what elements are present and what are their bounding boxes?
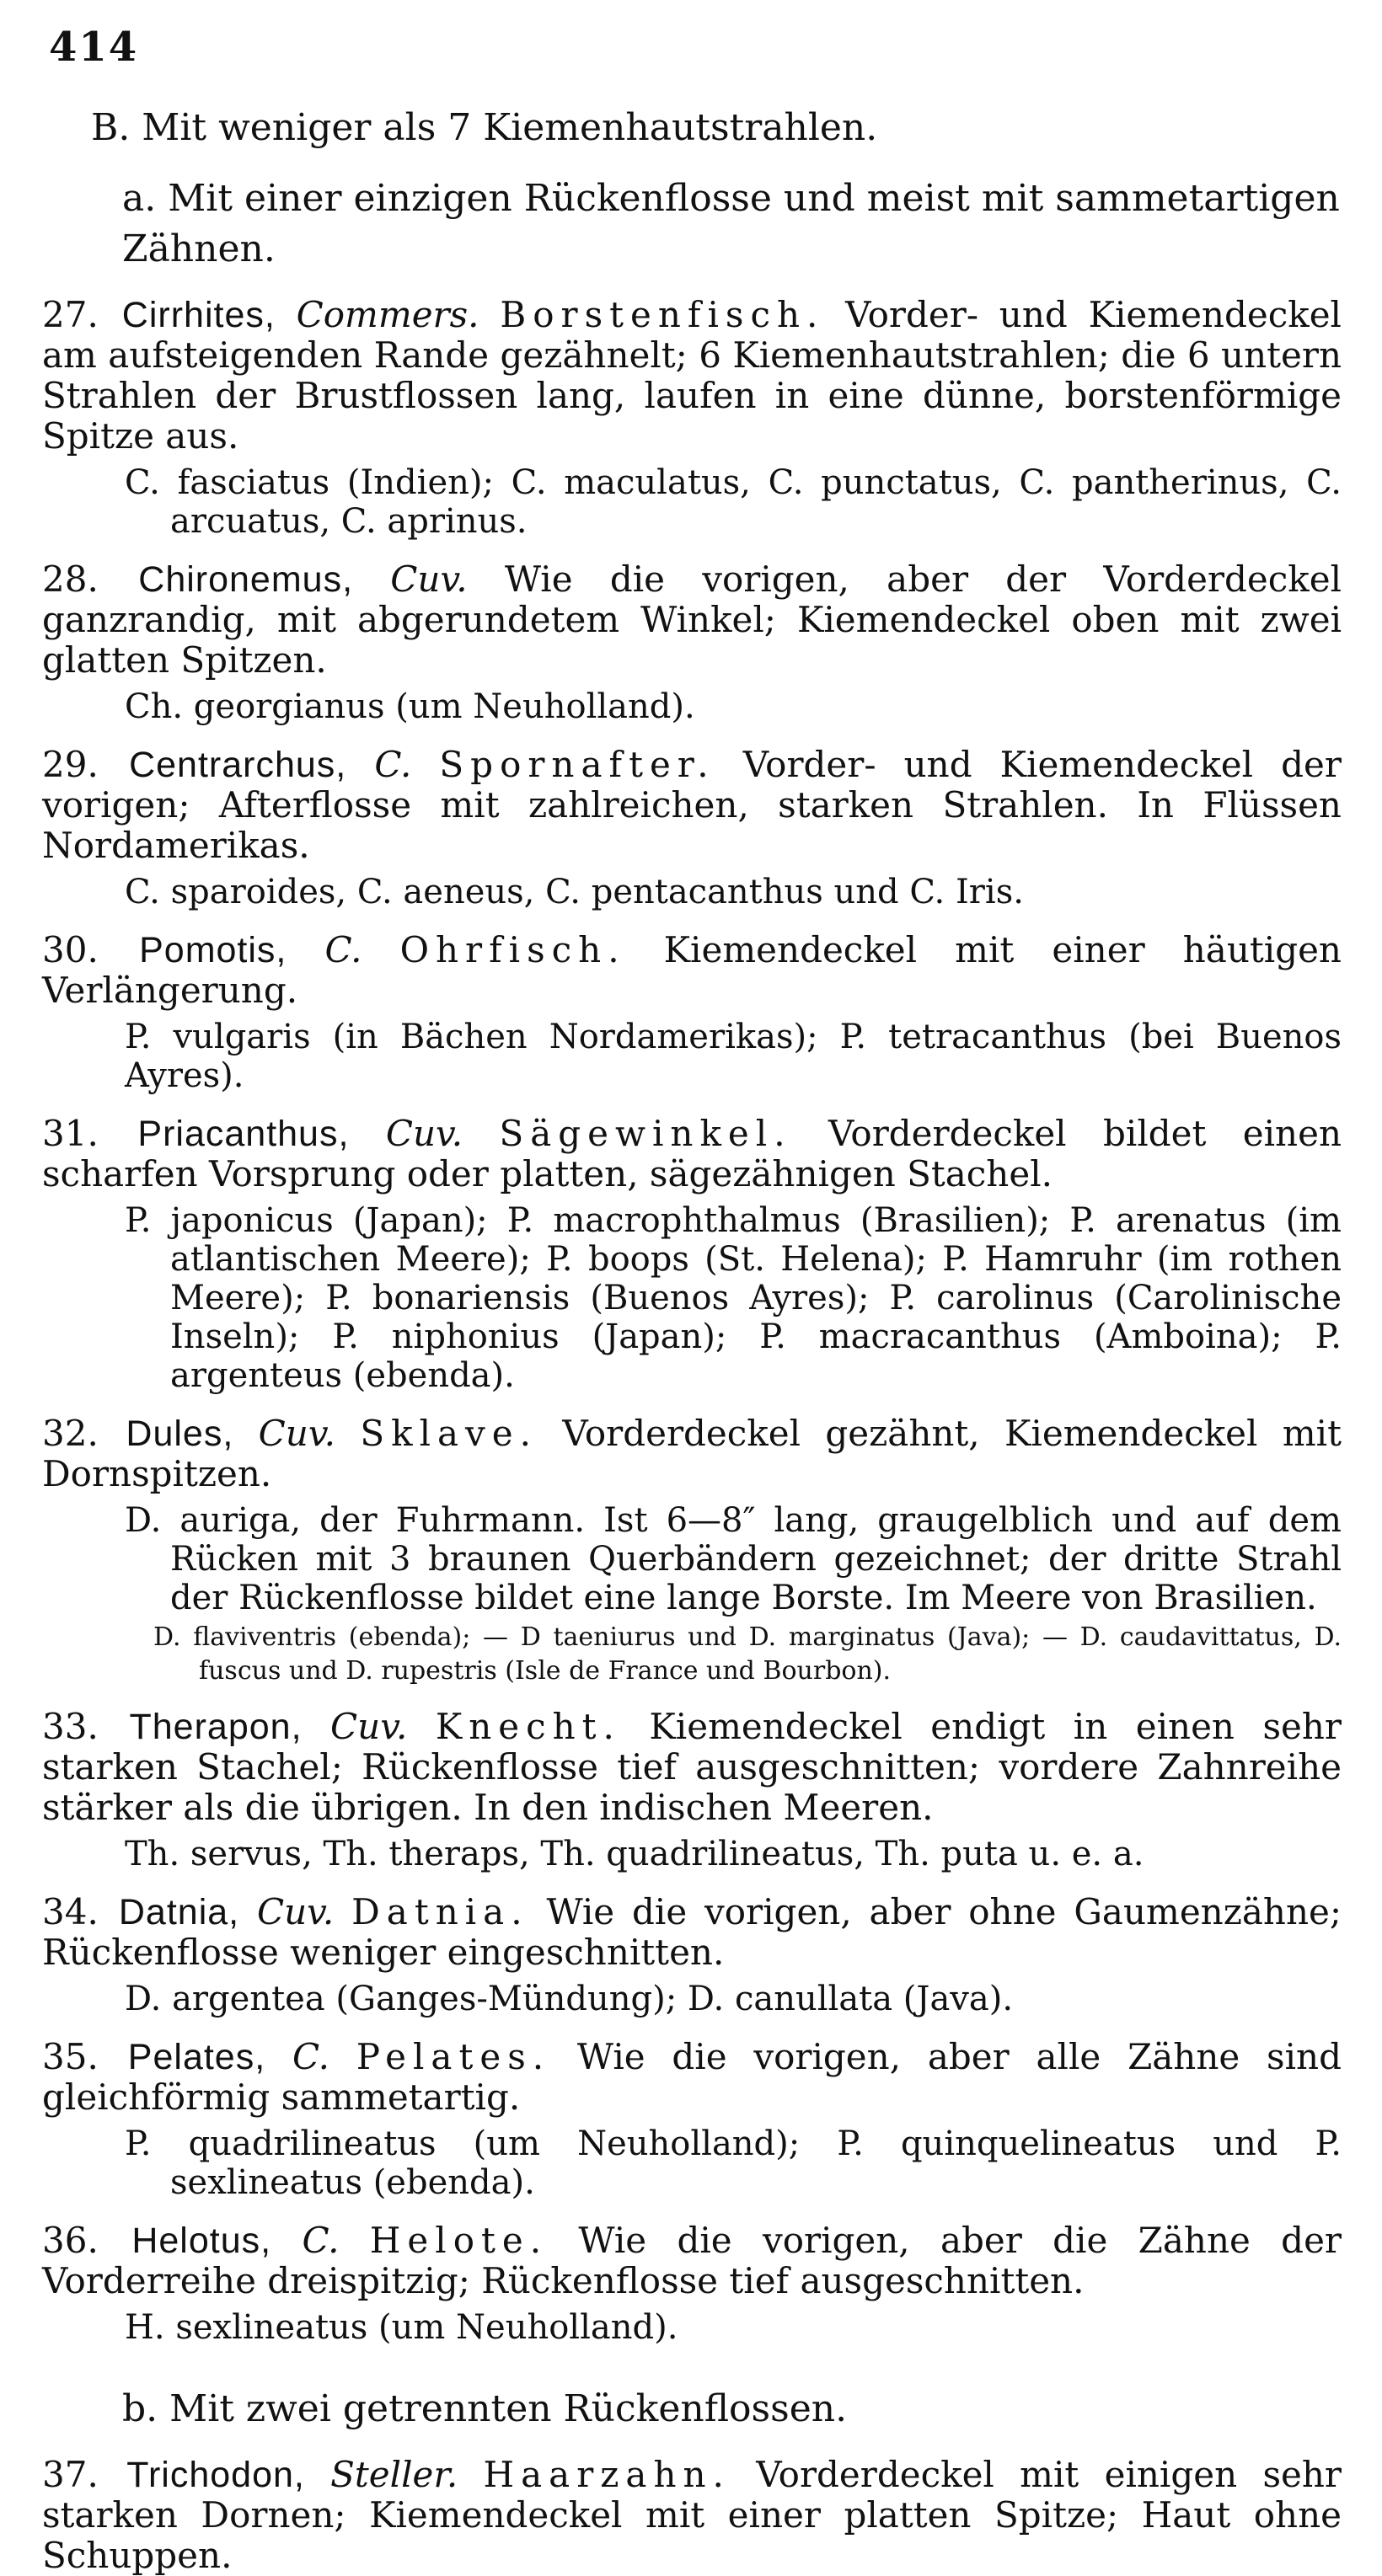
- genus-name: Priacanthus,: [137, 1114, 350, 1154]
- subsection-heading-b: b. Mit zwei getrennten Rückenflossen.: [122, 2387, 848, 2430]
- genus-name: Dules,: [126, 1414, 234, 1454]
- genus-author: C.: [324, 929, 362, 970]
- genus-name: Centrarchus,: [129, 745, 347, 785]
- genus-entry-34: [42, 1892, 1342, 2018]
- genus-number: 30.: [42, 929, 99, 970]
- genus-number: 33.: [42, 1706, 99, 1747]
- species-list: Ch. georgianus (um Neuholland).: [125, 687, 695, 726]
- common-name: Sägewinkel.: [499, 1113, 792, 1154]
- genus-description: Kiemendeckel endigt in einen sehr starken Stachel; Rückenflosse tief ausgeschnitten; vordere Zahnreihe stärker als die übrigen. In den indischen Meeren.: [42, 1706, 1342, 1828]
- genus-entry-27: [42, 295, 1342, 541]
- genus-number: 37.: [42, 2454, 99, 2495]
- genus-paragraph: [42, 295, 1342, 457]
- genus-paragraph: [42, 1892, 1342, 1973]
- genus-paragraph: [42, 1707, 1342, 1828]
- species-list: P. quadrilineatus (um Neuholland); P. quinquelineatus und P. sexlineatus (ebenda).: [125, 2124, 1342, 2202]
- subsection-heading-a: a. Mit einer einzigen Rückenflosse und meist mit sammetartigen Zähnen.: [122, 177, 1340, 270]
- species-list: C. sparoides, C. aeneus, C. pentacanthus und C. Iris.: [125, 873, 1024, 911]
- genus-entry-36: [42, 2221, 1342, 2347]
- common-name: Ohrfisch.: [399, 929, 626, 970]
- genus-author: C.: [374, 744, 412, 785]
- genus-name: Therapon,: [129, 1707, 303, 1747]
- genus-description: Vorderdeckel gezähnt, Kiemendeckel mit Dornspitzen.: [42, 1413, 1342, 1494]
- genus-paragraph: [42, 930, 1342, 1011]
- genus-description: Vorder- und Kiemendeckel am aufsteigenden Rande gezähnelt; 6 Kiemenhautstrahlen; die 6 untern Strahlen der Brustflossen lang, laufen in eine dünne, borstenförmige Spitze aus.: [42, 294, 1342, 457]
- common-name: Datnia.: [351, 1891, 529, 1932]
- common-name: Haarzahn.: [483, 2454, 731, 2495]
- genus-author: Cuv.: [385, 1113, 463, 1154]
- species-list: C. fasciatus (Indien); C. maculatus, C. punctatus, C. pantherinus, C. arcuatus, C. aprinus.: [125, 463, 1342, 541]
- genus-entry-31: [42, 1114, 1342, 1395]
- common-name: Helote.: [369, 2220, 549, 2261]
- genus-number: 35.: [42, 2036, 99, 2077]
- genus-entry-35: [42, 2037, 1342, 2202]
- genus-author: Cuv.: [330, 1706, 408, 1747]
- genus-number: 27.: [42, 294, 99, 335]
- genus-number: 36.: [42, 2220, 99, 2261]
- genus-number: 32.: [42, 1413, 99, 1454]
- genus-author: Cuv.: [390, 558, 468, 600]
- genus-entry-33: [42, 1707, 1342, 1873]
- genus-description: Wie die vorigen, aber alle Zähne sind gleichförmig sammetartig.: [42, 2036, 1342, 2118]
- genus-name: Trichodon,: [126, 2455, 305, 2495]
- species-list: P. japonicus (Japan); P. macrophthalmus (Brasilien); P. arenatus (im atlantischen Meere); P. boops (St. Helena); P. Hamruhr (im rothen Meere); P. bonariensis (Buenos Ayres); P. carolinus (Carolinische Inseln); P. niphonius (Japan); P. macracanthus (Amboina); P. argenteus (ebenda).: [125, 1201, 1342, 1395]
- genus-author: Steller.: [330, 2454, 458, 2495]
- common-name: Sklave.: [360, 1413, 538, 1454]
- genus-description: Vorderdeckel bildet einen scharfen Vorsprung oder platten, sägezähnigen Stachel.: [42, 1113, 1342, 1194]
- genus-author: C.: [302, 2220, 340, 2261]
- common-name: Spornafter.: [439, 744, 715, 785]
- genus-number: 31.: [42, 1113, 99, 1154]
- genus-author: Cuv.: [258, 1413, 335, 1454]
- genus-name: Datnia,: [118, 1892, 240, 1932]
- genus-description: Wie die vorigen, aber die Zähne der Vorderreihe dreispitzig; Rückenflosse tief ausgeschnitten.: [42, 2220, 1342, 2301]
- species-list: Th. servus, Th. theraps, Th. quadrilineatus, Th. puta u. e. a.: [125, 1835, 1144, 1873]
- species-sublist: D. flaviventris (ebenda); — D taeniurus und D. marginatus (Java); — D. caudavittatus, D. fuscus und D. rupestris (Isle de France und Bourbon).: [153, 1622, 1342, 1686]
- genus-number: 28.: [42, 558, 99, 600]
- common-name: Pelates.: [356, 2036, 551, 2077]
- genus-entry-28: [42, 559, 1342, 726]
- common-name: Borstenfisch.: [500, 294, 825, 335]
- genus-name: Helotus,: [131, 2221, 272, 2261]
- genus-description: Vorderdeckel mit einigen sehr starken Dornen; Kiemendeckel mit einer platten Spitze; Haut ohne Schuppen.: [42, 2454, 1342, 2576]
- common-name: Knecht.: [435, 1706, 621, 1747]
- genus-paragraph: [42, 2221, 1342, 2301]
- genus-paragraph: [42, 1414, 1342, 1494]
- genus-number: 29.: [42, 744, 99, 785]
- genus-entry-32: [42, 1414, 1342, 1688]
- genus-paragraph: [42, 559, 1342, 681]
- species-list: H. sexlineatus (um Neuholland).: [125, 2308, 678, 2347]
- genus-number: 34.: [42, 1891, 99, 1932]
- species-description: D. auriga, der Fuhrmann. Ist 6—8″ lang, graugelblich und auf dem Rücken mit 3 braunen Querbändern gezeichnet; der dritte Strahl der Rückenflosse bildet eine lange Borste. Im Meere von Brasilien.: [125, 1501, 1342, 1617]
- genus-description: Vorder- und Kiemendeckel der vorigen; Afterflosse mit zahlreichen, starken Strahlen. In Flüssen Nordamerikas.: [42, 744, 1342, 866]
- genus-paragraph: [42, 745, 1342, 866]
- page-number: 414: [49, 24, 139, 71]
- genus-entry-30: [42, 930, 1342, 1095]
- genus-name: Cirrhites,: [121, 295, 276, 335]
- genus-author: C.: [292, 2036, 329, 2077]
- genus-author: Commers.: [296, 294, 479, 335]
- genus-description: Kiemendeckel mit einer häutigen Verlängerung.: [42, 929, 1342, 1011]
- genus-author: Cuv.: [256, 1891, 335, 1932]
- species-list: D. argentea (Ganges-Mündung); D. canullata (Java).: [125, 1980, 1014, 2018]
- section-heading-b: B. Mit weniger als 7 Kiemenhautstrahlen.: [91, 106, 878, 149]
- genus-paragraph: [42, 2037, 1342, 2118]
- genus-name: Pelates,: [127, 2037, 266, 2077]
- genus-entry-29: [42, 745, 1342, 911]
- genus-paragraph: [42, 1114, 1342, 1194]
- species-list: P. vulgaris (in Bächen Nordamerikas); P. tetracanthus (bei Buenos Ayres).: [125, 1018, 1342, 1095]
- genus-name: Pomotis,: [139, 930, 287, 970]
- genus-description: Wie die vorigen, aber ohne Gaumenzähne; Rückenflosse weniger eingeschnitten.: [42, 1891, 1342, 1973]
- genus-paragraph: [42, 2455, 1342, 2576]
- genus-name: Chironemus,: [138, 559, 354, 600]
- genus-entry-37: [42, 2455, 1342, 2576]
- genus-description: Wie die vorigen, aber der Vorderdeckel ganzrandig, mit abgerundetem Winkel; Kiemendeckel oben mit zwei glatten Spitzen.: [42, 558, 1342, 681]
